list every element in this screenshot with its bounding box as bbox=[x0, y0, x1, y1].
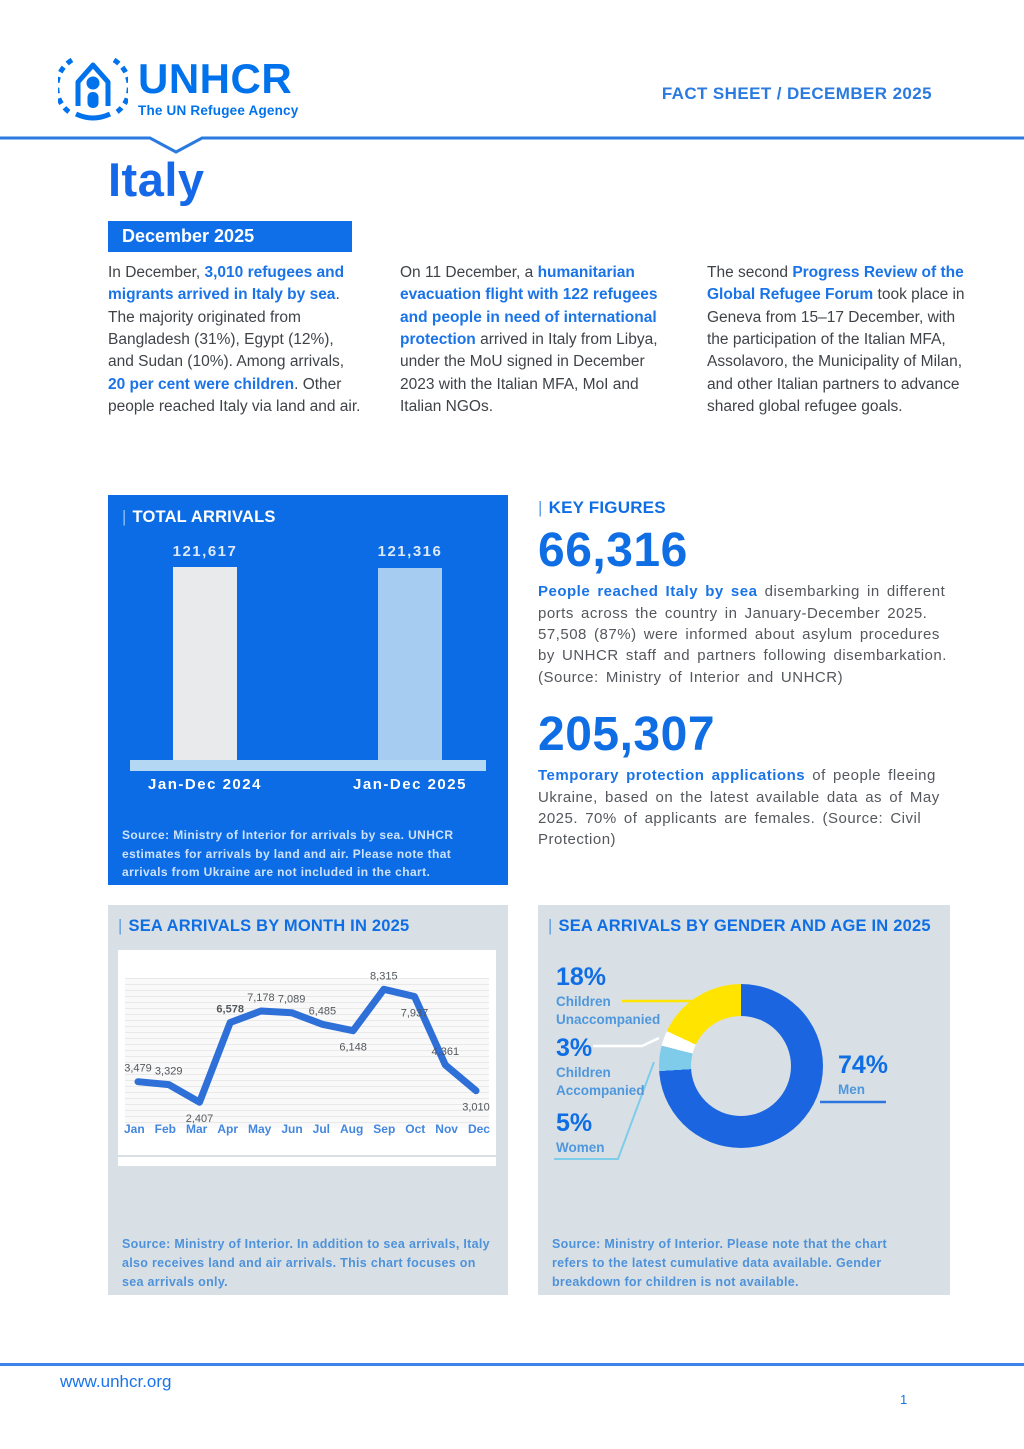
intro-column-3: The second Progress Review of the Global Refugee Forum took place in Geneva from 15–17 December, with the participation of the Italian MFA, Assolavoro, the Municipality of Milan, and other Italian partners to advance shared global refugee goals. bbox=[707, 264, 965, 415]
month-axis-labels bbox=[124, 1122, 490, 1136]
monthly-arrivals-heading: | SEA ARRIVALS BY MONTH IN 2025 bbox=[118, 917, 410, 935]
heading-pipe: | bbox=[538, 498, 543, 517]
month-label: Oct bbox=[405, 1122, 426, 1136]
key-figures-section bbox=[538, 498, 958, 850]
svg-text:2,407: 2,407 bbox=[185, 1113, 214, 1126]
key-figure-text: People reached Italy by sea disembarking in different ports across the country in January-December 2025. 57,508 (87%) were informed about asylum procedures by UNHCR staff and partners following disembarkation. (Source: Ministry of Interior and UNHCR) bbox=[538, 583, 947, 686]
bar-category-label: Jan-Dec 2025 bbox=[353, 776, 467, 793]
key-figure-sea-arrivals bbox=[538, 526, 958, 688]
month-label: Apr bbox=[217, 1122, 238, 1136]
bar-value-label: 121,617 bbox=[172, 543, 238, 560]
month-label: Mar bbox=[186, 1122, 208, 1136]
bar-value-label: 121,316 bbox=[377, 543, 443, 560]
intro-columns bbox=[108, 262, 974, 418]
fact-sheet-label: FACT SHEET / DECEMBER 2025 bbox=[661, 84, 932, 103]
gender-age-source: Source: Ministry of Interior. Please note that the chart refers to the latest cumulative data available. Gender breakdown for children is not available. bbox=[552, 1237, 887, 1289]
callout-pct: 74% bbox=[838, 1051, 889, 1079]
intro-column-1: In December, 3,010 refugees and migrants arrived in Italy by sea. The majority originated from Bangladesh (31%), Egypt (12%), and Sudan (10%). Among arrivals, 20 per cent were children. Other people reached Italy via land and air. bbox=[108, 264, 361, 415]
svg-text:3,010: 3,010 bbox=[462, 1101, 490, 1114]
svg-text:6,485: 6,485 bbox=[308, 1005, 337, 1018]
bar-jan-dec-2024 bbox=[173, 567, 237, 760]
callout-women bbox=[556, 1111, 674, 1157]
period-badge: December 2025 bbox=[108, 221, 352, 252]
page-title: Italy bbox=[108, 153, 205, 206]
month-label: Nov bbox=[435, 1122, 458, 1136]
callout-label: Women bbox=[556, 1140, 605, 1155]
logo-tagline: The UN Refugee Agency bbox=[138, 103, 299, 118]
callout-children-unaccompanied bbox=[556, 965, 674, 1028]
total-arrivals-bar-chart bbox=[108, 495, 508, 760]
svg-text:7,937: 7,937 bbox=[400, 1007, 429, 1020]
key-figure-text: Temporary protection applications of people fleeing Ukraine, based on the latest available data as of May 2025. 70% of applicants are females. (Source: Civil Protection) bbox=[538, 767, 940, 849]
gender-age-panel bbox=[538, 905, 950, 1295]
callout-pct: 5% bbox=[556, 1109, 593, 1137]
heading-pipe: | bbox=[118, 917, 123, 935]
key-figure-value: 66,316 bbox=[538, 524, 688, 577]
month-label: Dec bbox=[467, 1122, 490, 1136]
svg-text:7,089: 7,089 bbox=[277, 993, 306, 1006]
total-arrivals-heading: | TOTAL ARRIVALS bbox=[122, 508, 276, 526]
bar-category-label: Jan-Dec 2024 bbox=[148, 776, 262, 793]
key-figure-temporary-protection bbox=[538, 707, 958, 851]
svg-text:6,578: 6,578 bbox=[216, 1003, 244, 1016]
month-label: Jul bbox=[312, 1122, 330, 1136]
callout-pct: 3% bbox=[556, 1034, 593, 1062]
intro-column-2: On 11 December, a humanitarian evacuation flight with 122 refugees and people in need of international protection arrived in Italy from Libya, under the MoU signed in December 2023 with the Italian MFA, MoI and Italian NGOs. bbox=[400, 264, 658, 415]
monthly-arrivals-panel bbox=[108, 905, 508, 1295]
month-label: May bbox=[247, 1122, 272, 1136]
callout-children-accompanied bbox=[556, 1036, 674, 1099]
svg-text:6,148: 6,148 bbox=[339, 1041, 367, 1054]
callout-label: Children Unaccompanied bbox=[556, 994, 661, 1027]
bar-jan-dec-2025 bbox=[378, 568, 442, 760]
gender-donut-chart bbox=[659, 984, 823, 1148]
svg-text:7,178: 7,178 bbox=[247, 992, 275, 1004]
month-label: Feb bbox=[154, 1122, 177, 1136]
monthly-arrivals-source: Source: Ministry of Interior. In addition to sea arrivals, Italy also receives land and air arrivals. This chart focuses on sea arrivals only. bbox=[122, 1237, 490, 1289]
monthly-line-chart bbox=[118, 950, 496, 1155]
unhcr-logo bbox=[58, 52, 298, 124]
chart-footer-strip bbox=[118, 1157, 496, 1166]
footer-rule bbox=[0, 1363, 1024, 1366]
page-number: 1 bbox=[900, 1392, 908, 1407]
total-arrivals-panel bbox=[108, 495, 508, 885]
logo-wordmark: UNHCR bbox=[138, 55, 293, 102]
callout-label: Men bbox=[838, 1082, 865, 1097]
svg-text:3,479: 3,479 bbox=[124, 1062, 152, 1075]
svg-text:4,361: 4,361 bbox=[431, 1045, 460, 1058]
website-link[interactable]: www.unhcr.org bbox=[60, 1372, 172, 1391]
gender-age-heading: | SEA ARRIVALS BY GENDER AND AGE IN 2025 bbox=[548, 917, 931, 935]
key-figure-value: 205,307 bbox=[538, 707, 716, 761]
month-label: Aug bbox=[339, 1122, 364, 1136]
month-label: Sep bbox=[373, 1122, 396, 1136]
heading-pipe: | bbox=[548, 917, 553, 935]
total-arrivals-source: Source: Ministry of Interior for arrivals by sea. UNHCR estimates for arrivals by land and air. Please note that arrivals from Ukraine are not included in the chart. bbox=[122, 828, 454, 880]
bar-chart-baseline bbox=[130, 760, 486, 771]
callout-men bbox=[838, 1053, 956, 1099]
unhcr-emblem-icon bbox=[58, 52, 128, 124]
callout-pct: 18% bbox=[556, 963, 607, 991]
month-label: Jun bbox=[281, 1122, 303, 1136]
svg-text:8,315: 8,315 bbox=[370, 970, 398, 983]
month-label: Jan bbox=[124, 1122, 145, 1136]
callout-label: Children Accompanied bbox=[556, 1065, 645, 1098]
heading-pipe: | bbox=[122, 508, 127, 526]
svg-text:3,329: 3,329 bbox=[154, 1065, 183, 1078]
key-figures-heading: | KEY FIGURES bbox=[538, 498, 666, 517]
